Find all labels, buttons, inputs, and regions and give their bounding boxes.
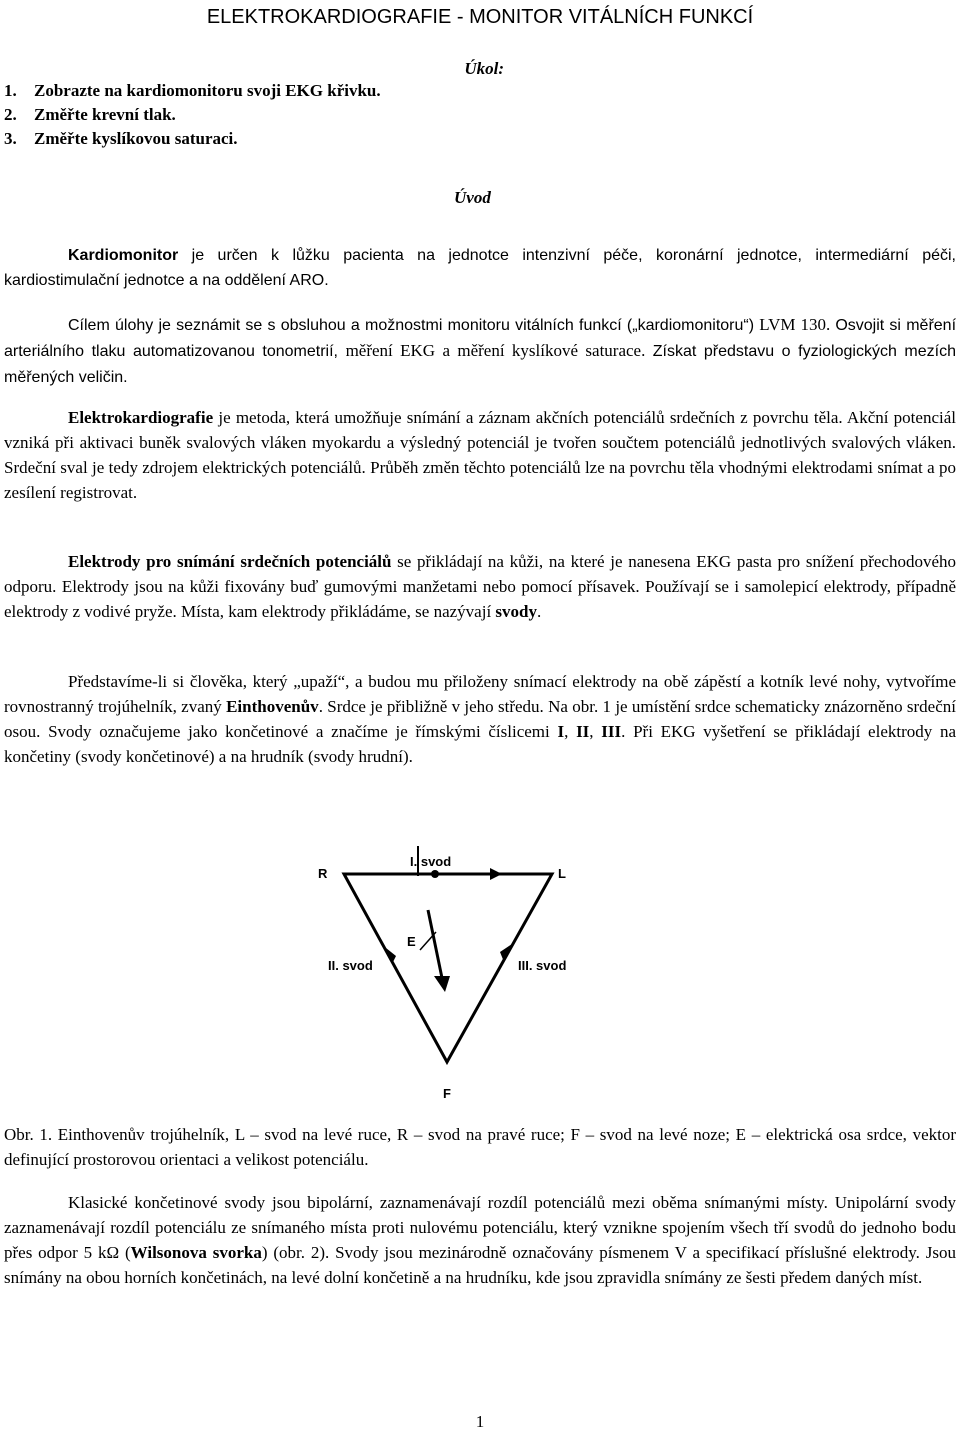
- intro-heading: Úvod: [454, 188, 491, 207]
- page-title: ELEKTROKARDIOGRAFIE - MONITOR VITÁLNÍCH FUNKCÍ: [206, 6, 754, 28]
- label-f: F: [443, 1086, 451, 1100]
- paragraph-ecg: Elektrokardiografie je metoda, která umožňuje snímání a záznam akčních potenciálů srdečních z povrchu těla. Akční potenciál vzniká při aktivaci buněk svalových vláken myokardu a výsledný potenciál je tvořen součtem potenciálů jednotlivých svalových vláken. Srdeční sval je tedy zdrojem elektrických potenciálů. Průběh změn těchto potenciálů lze na povrchu těla vhodnými elektrodami snímat a po zesílení registrovat.: [4, 408, 956, 502]
- label-e: E: [407, 934, 416, 949]
- paragraph-kardiomonitor: Kardiomonitor je určen k lůžku pacienta na jednotce intenzivní péče, koronární jednotce, intermediární péči, kardiostimulační jednotce a na oddělení ARO.: [4, 247, 956, 289]
- einthoven-triangle-figure: [300, 840, 600, 1100]
- figure-caption: Obr. 1. Einthovenův trojúhelník, L – svod na levé ruce, R – svod na pravé ruce; F – svod na levé noze; E – elektrická osa srdce, vektor definující prostorovou orientaci a velikost potenciálu.: [4, 1125, 956, 1169]
- paragraph-einthoven: Představíme-li si člověka, který „upaží“, a budou mu přiloženy snímací elektrody na obě zápěstí a kotník levé nohy, vytvoříme rovnostranný trojúhelník, zvaný Einthovenův. Srdce je přibližně v jeho středu. Na obr. 1 je umístění srdce schematicky znázorněno srdeční osou. Svody označujeme jako končetinové a značíme je římskými číslicemi I, II, III. Při EKG vyšetření se přikládají elektrody na končetiny (svody končetinové) a na hrudník (svody hrudní).: [4, 672, 957, 766]
- heart-axis-line: [428, 910, 442, 978]
- einthoven-triangle-svg: [300, 840, 600, 1100]
- task-list: [4, 79, 381, 151]
- paragraph-leads: Klasické končetinové svody jsou bipolární, zaznamenávají rozdíl potenciálů mezi oběma snímanými místy. Unipolární svody zaznamenávají rozdíl potenciálu ze snímaného místa proti nulovému potenciálu, který vznikne spojením všech tří svodů do jednoho bodu přes odpor 5 kΩ (Wilsonova svorka) (obr. 2). Svody jsou mezinárodně označovány písmenem V a specifikací příslušné elektrody. Jsou snímány na obou horních končetinách, na levé dolní končetině a na hrudníku, kde jsou zpravidla snímány ze šesti předem daných míst.: [4, 1193, 956, 1287]
- label-r: R: [318, 866, 328, 881]
- task-item: 3. Změřte kyslíkovou saturaci.: [4, 129, 238, 148]
- page-number: 1: [475, 1412, 485, 1431]
- lead-i-arrowhead: [490, 868, 502, 880]
- task-heading: Úkol:: [464, 59, 504, 78]
- task-item: 1. Zobrazte na kardiomonitoru svoji EKG křivku.: [4, 81, 381, 100]
- paragraph-electrodes: Elektrody pro snímání srdečních potenciálů se přikládají na kůži, na které je nanesena EKG pasta pro snížení přechodového odporu. Elektrody jsou na kůži fixovány buď gumovými manžetami nebo pomocí přísavek. Používají se i samolepicí elektrody, případně elektrody z vodivé pryže. Místa, kam elektrody přikládáme, se nazývají svody.: [4, 552, 957, 621]
- paragraph-goal: Cílem úlohy je seznámit se s obsluhou a možnostmi monitoru vitálních funkcí („kardiomonitoru“) LVM 130. Osvojit si měření arteriálního tlaku automatizovanou tonometrií, měření EKG a měření kyslíkové saturace. Získat představu o fyziologických mezích měřených veličin.: [4, 315, 957, 386]
- task-item: 2. Změřte krevní tlak.: [4, 105, 176, 124]
- heart-axis-arrowhead: [434, 976, 450, 992]
- lead-i-point: [431, 870, 439, 878]
- label-l: L: [558, 866, 566, 881]
- label-lead-ii: II. svod: [328, 958, 373, 973]
- label-lead-iii: III. svod: [518, 958, 567, 973]
- label-lead-i: I. svod: [410, 854, 452, 869]
